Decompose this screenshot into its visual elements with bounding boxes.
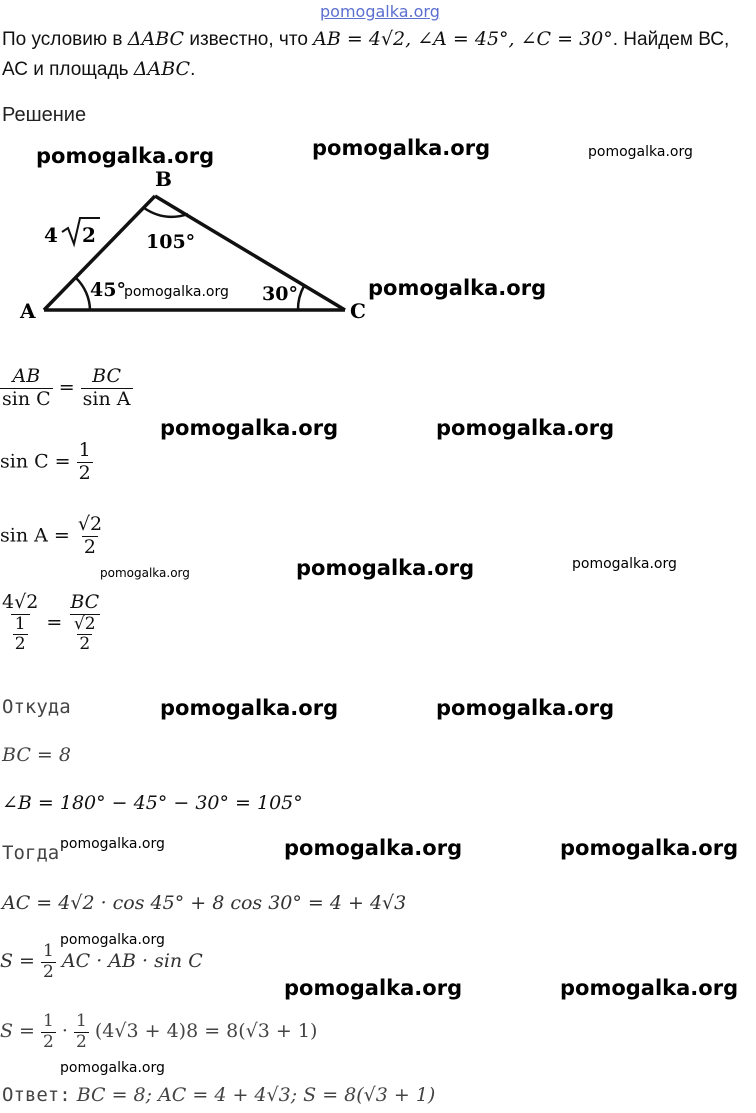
watermark: pomogalka.org bbox=[560, 976, 739, 1000]
triangle-name: ΔABC bbox=[133, 58, 191, 80]
equation-lhs: S = bbox=[0, 1020, 35, 1043]
angle-b-result: ∠B = 180° − 45° − 30° = 105° bbox=[2, 792, 303, 814]
watermark: pomogalka.org bbox=[124, 284, 229, 300]
triangle-figure bbox=[0, 160, 400, 330]
watermark: pomogalka.org bbox=[312, 136, 491, 160]
watermark: pomogalka.org bbox=[572, 556, 677, 572]
bc-result: BC = 8 bbox=[2, 744, 71, 766]
ac-result: AC = 4√2 · cos 45° + 8 cos 30° = 4 + 4√3 bbox=[2, 892, 407, 914]
fraction-denominator: 2 bbox=[14, 634, 26, 655]
watermark: pomogalka.org bbox=[60, 1060, 165, 1076]
side-ab-root: 2 bbox=[82, 223, 96, 247]
fraction-numerator: 1 bbox=[76, 1011, 87, 1031]
vertex-a-label: A bbox=[20, 299, 36, 323]
side-ab-label: 4 bbox=[44, 223, 58, 247]
watermark: pomogalka.org bbox=[436, 696, 615, 720]
problem-line-2 bbox=[2, 58, 195, 81]
fraction-denominator: 2 bbox=[43, 961, 54, 982]
fraction-numerator: 1 bbox=[43, 941, 54, 961]
dot-operator: · bbox=[61, 1020, 68, 1043]
sin-a-equation bbox=[0, 514, 104, 559]
fraction-denominator: 2 bbox=[43, 1031, 54, 1052]
fraction-denominator: 2 bbox=[79, 634, 91, 655]
answer-label: Ответ: bbox=[2, 1084, 71, 1106]
equation-lhs: S = bbox=[0, 950, 35, 973]
angle-arc-c bbox=[298, 286, 304, 310]
fraction-numerator: 1 bbox=[14, 613, 26, 634]
problem-text: известно, что bbox=[184, 29, 314, 50]
top-watermark[interactable]: pomogalka.org bbox=[320, 2, 440, 21]
watermark: pomogalka.org bbox=[368, 276, 547, 300]
watermark: pomogalka.org bbox=[36, 144, 215, 168]
watermark: pomogalka.org bbox=[284, 976, 463, 1000]
answer-line bbox=[2, 1084, 435, 1106]
fraction-numerator: 1 bbox=[43, 1011, 54, 1031]
watermark: pomogalka.org bbox=[100, 566, 190, 580]
fraction-numerator: √2 bbox=[77, 513, 103, 535]
otkuda-label: Откуда bbox=[2, 696, 71, 718]
sin-c-equation bbox=[0, 440, 93, 485]
area-computation bbox=[0, 1012, 317, 1052]
angle-b-label: 105° bbox=[146, 231, 196, 253]
equation-lhs: sin A = bbox=[0, 524, 70, 547]
law-of-sines-equation: $\frac{AB}{\text{sin C}}$ = $\frac{BC}{\text{sin A}}$ bbox=[2, 365, 131, 410]
fraction-numerator: 1 bbox=[78, 439, 91, 461]
problem-text: . Найдем ВС, bbox=[612, 29, 730, 50]
fraction-numerator: √2 bbox=[73, 613, 96, 634]
given-values: AB = 4√2, ∠A = 45°, ∠C = 30° bbox=[313, 28, 613, 50]
solution-heading: Решение bbox=[2, 104, 87, 126]
watermark: pomogalka.org bbox=[60, 932, 165, 948]
formula-rest: (4√3 + 4)8 = 8(√3 + 1) bbox=[94, 1020, 318, 1043]
watermark: pomogalka.org bbox=[60, 836, 165, 852]
triangle-name: ΔABC bbox=[127, 28, 185, 50]
problem-text: По условию в bbox=[2, 29, 128, 50]
problem-line-1 bbox=[2, 28, 729, 51]
equation-lhs: sin C = bbox=[0, 450, 71, 473]
vertex-c-label: C bbox=[350, 299, 366, 323]
angle-a-label: 45° bbox=[90, 279, 126, 301]
substitution-equation: $\frac{4√2}{\frac{1}{2}}$ = $\frac{BC}{\frac{√2}{2}}$ bbox=[2, 591, 100, 655]
watermark: pomogalka.org bbox=[296, 556, 475, 580]
fraction-numerator: 4√2 bbox=[2, 591, 39, 613]
fraction-denominator: 2 bbox=[76, 1031, 87, 1052]
fraction-numerator: BC bbox=[70, 591, 100, 613]
area-formula bbox=[0, 942, 203, 982]
watermark: pomogalka.org bbox=[284, 836, 463, 860]
togda-label: Тогда bbox=[2, 842, 60, 864]
watermark: pomogalka.org bbox=[588, 144, 693, 160]
fraction-denominator: 2 bbox=[78, 461, 91, 484]
fraction-denominator: 2 bbox=[83, 535, 96, 558]
formula-rest: AC · AB · sin C bbox=[61, 950, 203, 973]
problem-text: АС и площадь bbox=[2, 59, 134, 80]
watermark: pomogalka.org bbox=[160, 416, 339, 440]
angle-c-label: 30° bbox=[262, 283, 298, 305]
watermark: pomogalka.org bbox=[436, 416, 615, 440]
fraction-denominator: sin C bbox=[2, 387, 51, 410]
angle-arc-a bbox=[76, 278, 90, 310]
problem-text: . bbox=[190, 59, 196, 80]
fraction-numerator: AB bbox=[12, 365, 41, 387]
fraction-denominator: sin A bbox=[82, 387, 131, 410]
answer-text: BC = 8; AC = 4 + 4√3; S = 8(√3 + 1) bbox=[76, 1084, 436, 1106]
watermark: pomogalka.org bbox=[160, 696, 339, 720]
fraction-numerator: BC bbox=[92, 365, 122, 387]
watermark: pomogalka.org bbox=[560, 836, 739, 860]
vertex-b-label: B bbox=[155, 167, 172, 191]
